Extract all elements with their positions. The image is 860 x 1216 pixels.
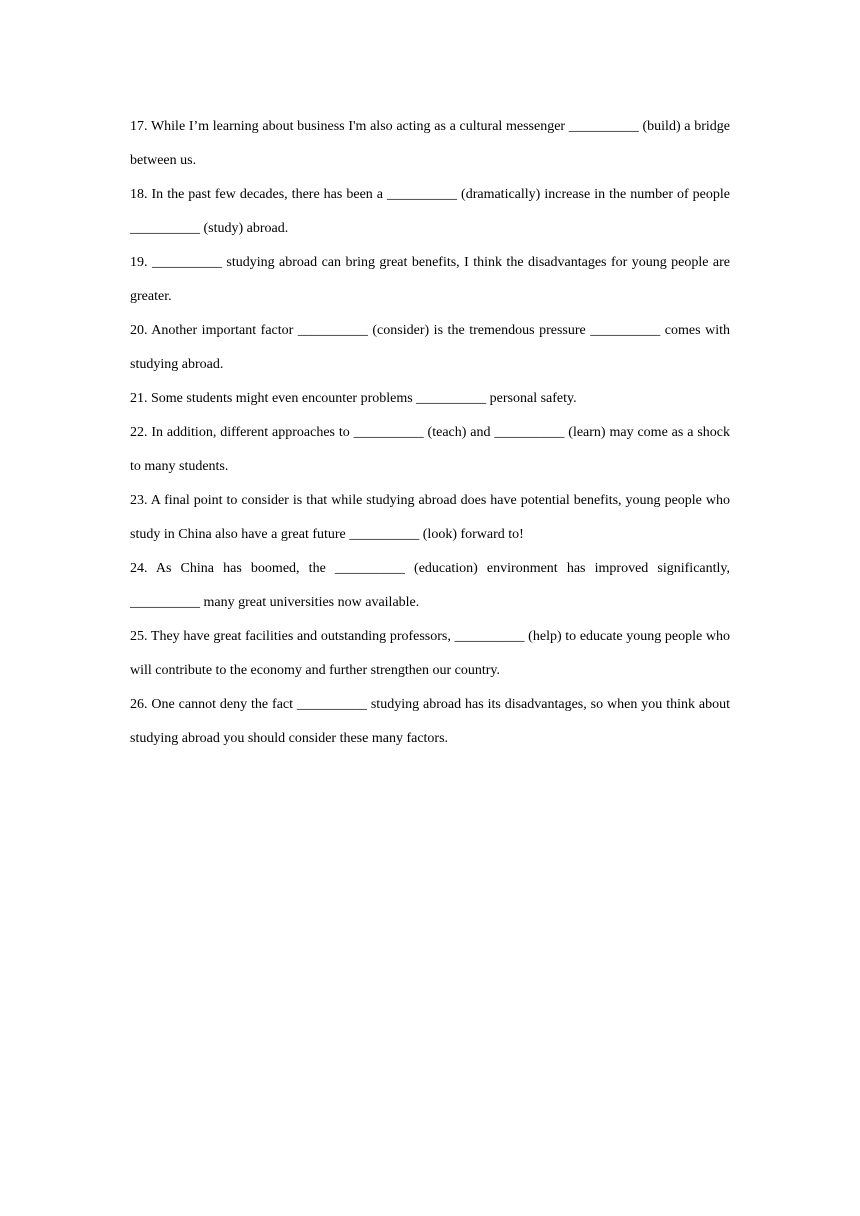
question-25: 25. They have great facilities and outstanding professors, __________ (help) to educate young people who will contribute to the economy and further strengthen our country. [130, 629, 730, 678]
question-24: 24. As China has boomed, the __________ (education) environment has improved significantly, __________ many great universities now available. [130, 561, 730, 610]
question-23: 23. A final point to consider is that while studying abroad does have potential benefits, young people who study in China also have a great future __________ (look) forward to! [130, 493, 730, 542]
question-21: 21. Some students might even encounter problems __________ personal safety. [130, 391, 577, 406]
question-19: 19. __________ studying abroad can bring great benefits, I think the disadvantages for young people are greater. [130, 255, 730, 304]
question-list [130, 110, 730, 756]
question-20: 20. Another important factor __________ (consider) is the tremendous pressure __________ comes with studying abroad. [130, 323, 730, 372]
question-17: 17. While I’m learning about business I'm also acting as a cultural messenger __________ (build) a bridge between us. [130, 119, 730, 168]
question-22: 22. In addition, different approaches to __________ (teach) and __________ (learn) may come as a shock to many students. [130, 425, 730, 474]
question-26: 26. One cannot deny the fact __________ studying abroad has its disadvantages, so when you think about studying abroad you should consider these many factors. [130, 697, 730, 746]
question-18: 18. In the past few decades, there has been a __________ (dramatically) increase in the number of people __________ (study) abroad. [130, 187, 730, 236]
